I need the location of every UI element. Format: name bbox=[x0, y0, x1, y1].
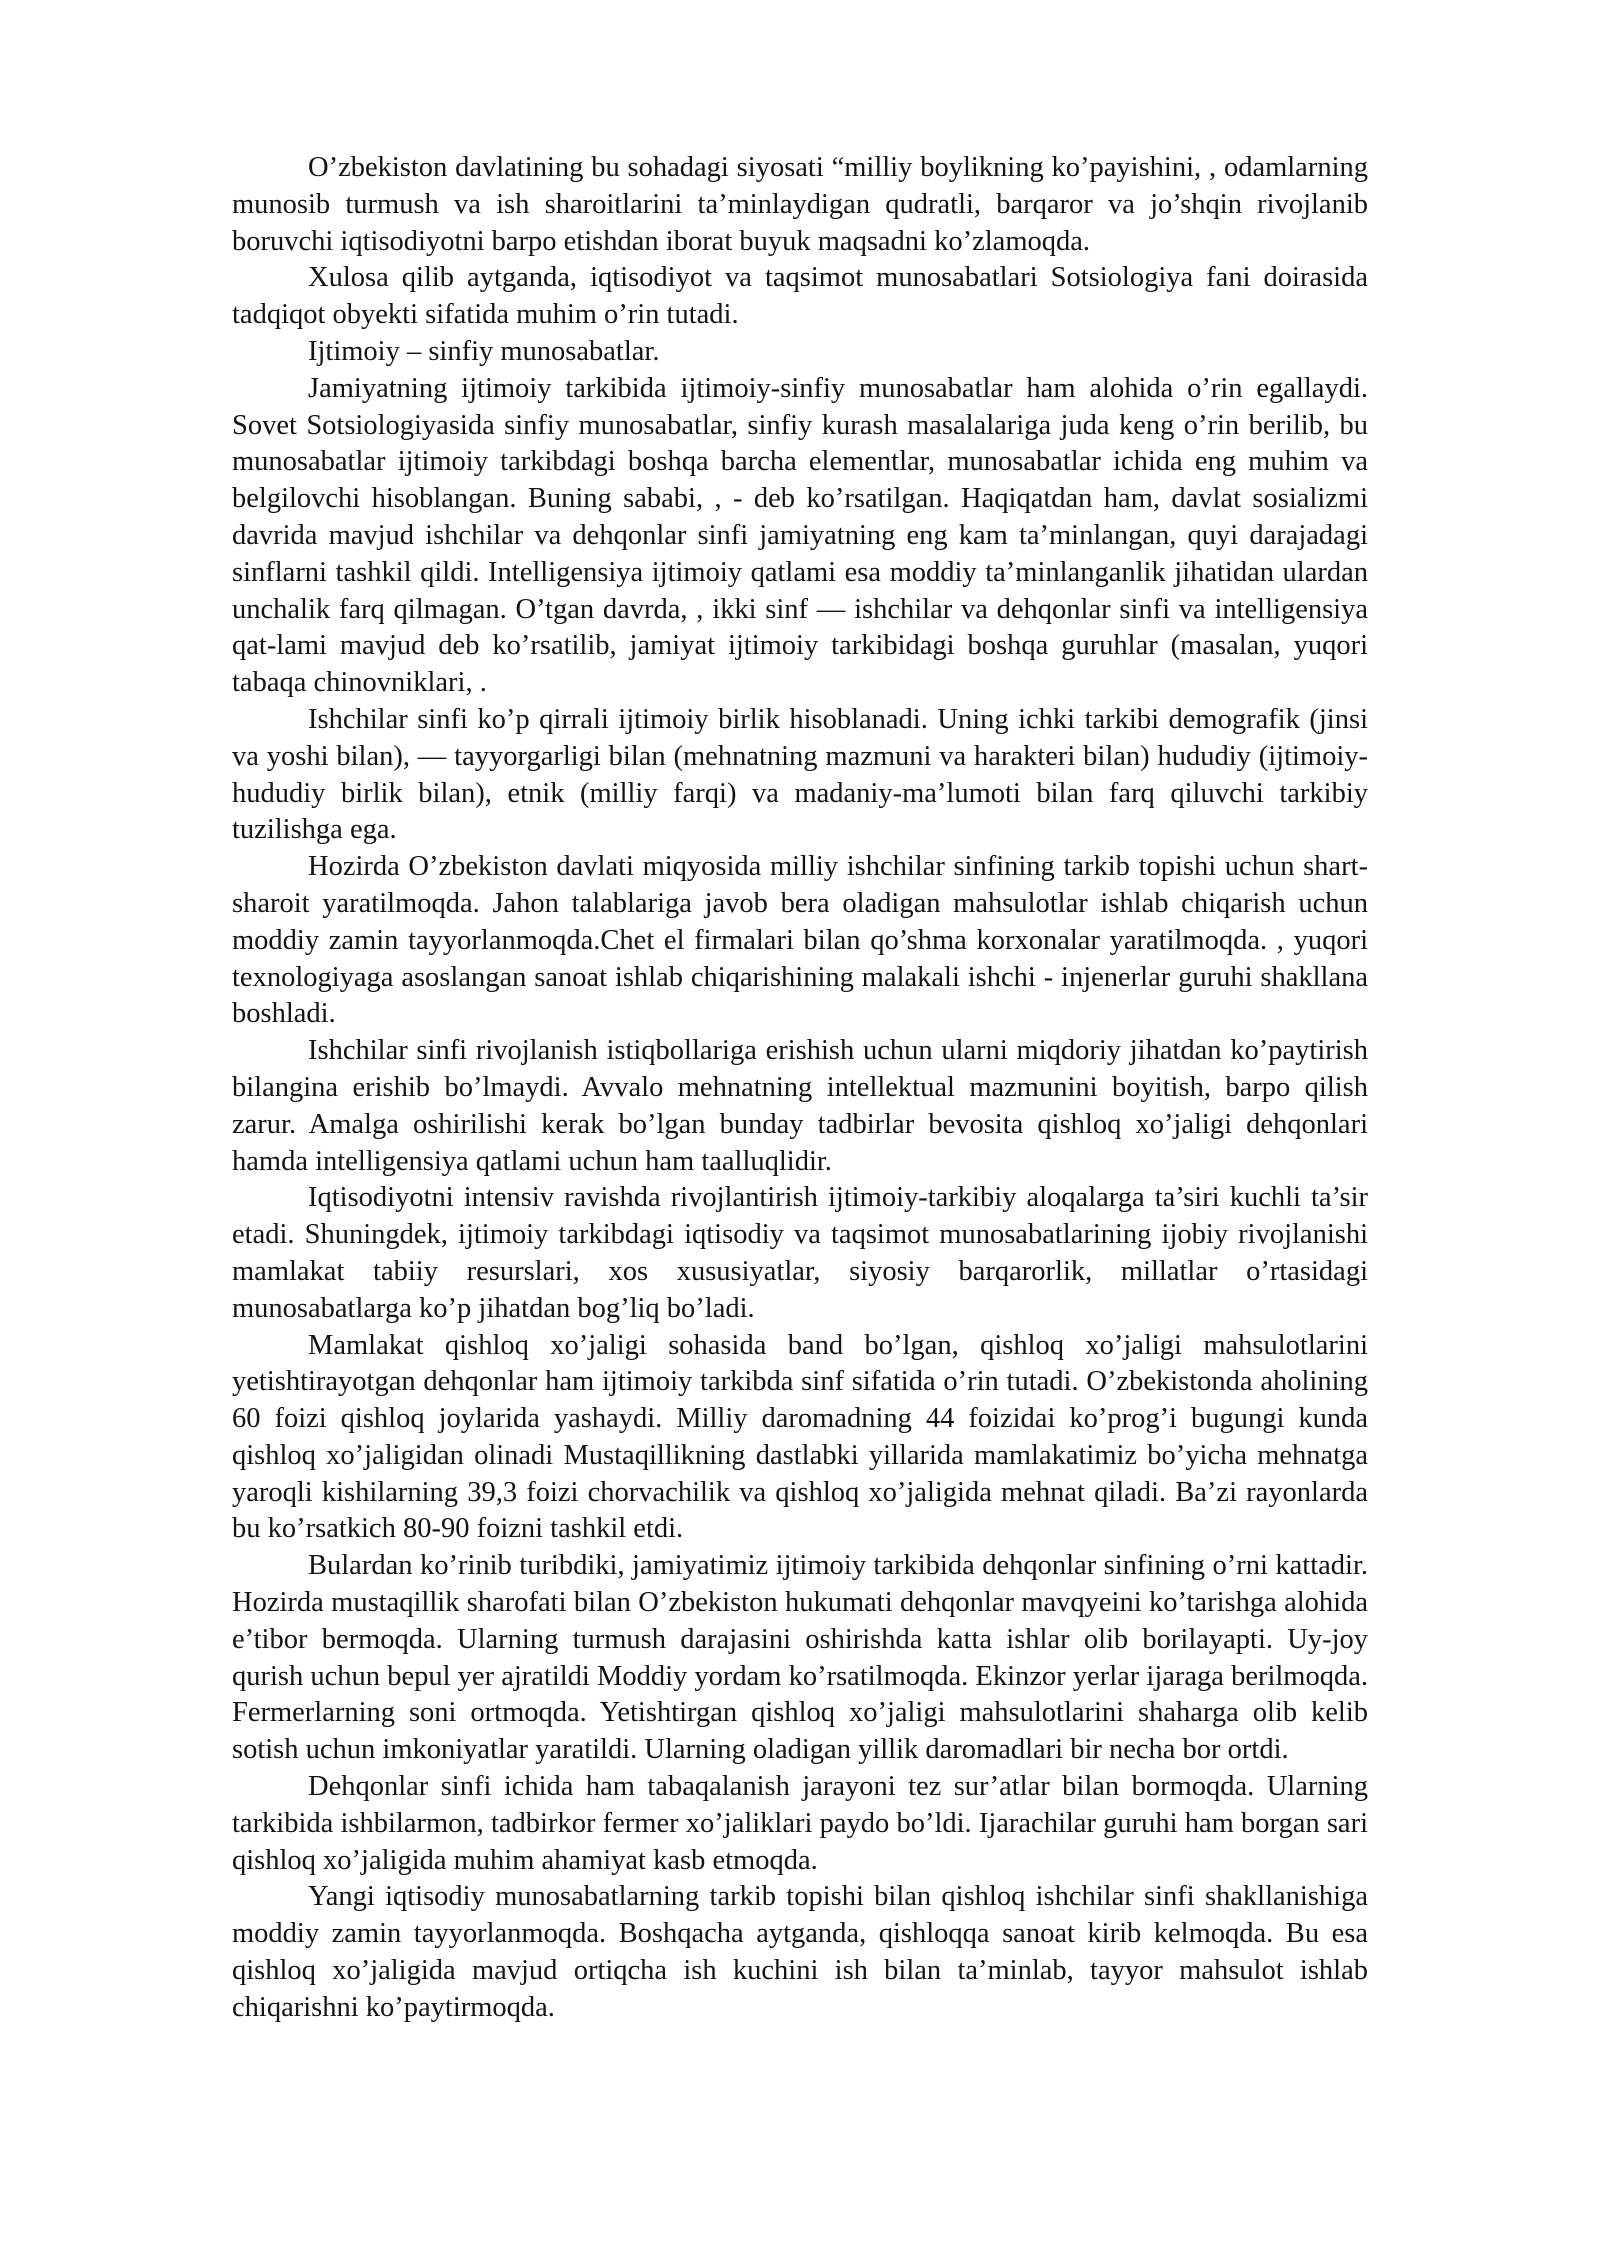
paragraph-farmers-role: Bulardan ko’rinib turibdiki, jamiyatimiz ijtimoiy tarkibida dehqonlar sinfining o’rni kattadir. Hozirda mustaqillik sharofati bilan O’zbekiston hukumati dehqonlar mavqyeini ko’tarishga alohida e’tibor bermoqda. Ularning turmush darajasini oshirishda katta ishlar olib borilayapti. Uy-joy qurish uchun bepul yer ajratildi Moddiy yordam ko’rsatilmoqda. Ekinzor yerlar ijaraga berilmoqda. Fermerlarning soni ortmoqda. Yetishtirgan qishloq xo’jaligi mahsulotlarini shaharga olib kelib sotish uchun imkoniyatlar yaratildi. Ularning oladigan yillik daromadlari bir necha bor ortdi. bbox=[232, 1550, 1368, 1766]
paragraph-agriculture: Mamlakat qishloq xo’jaligi sohasida band bo’lgan, qishloq xo’jaligi mahsulotlarini yetishtirayotgan dehqonlar ham ijtimoiy tarkibda sinf sifatida o’rin tutadi. O’zbekistonda aholining 60 foizi qishloq joylarida yashaydi. Milliy daromadning 44 foizidai ko’prog’i bugungi kunda qishloq xo’jaligidan olinadi Mustaqillikning dastlabki yillarida mamlakatimiz bo’yicha mehnatga yaroqli kishilarning 39,3 foizi chorvachilik va qishloq xo’jaligida mehnat qiladi. Ba’zi rayonlarda bu ko’rsatkich 80-90 foizni tashkil etdi. bbox=[232, 1329, 1368, 1545]
paragraph-workers-class: Ishchilar sinfi ko’p qirrali ijtimoiy birlik hisoblanadi. Uning ichki tarkibi demografik (jinsi va yoshi bilan), — tayyorgarligi bilan (mehnatning mazmuni va harakteri bilan) hududiy (ijtimoiy-hududiy birlik bilan), etnik (milliy farqi) va madaniy-ma’lumoti bilan farq qiluvchi tarkibiy tuzilishga ega. bbox=[232, 703, 1368, 846]
document-page bbox=[232, 150, 1368, 2027]
paragraph-conclusion: Xulosa qilib aytganda, iqtisodiyot va taqsimot munosabatlari Sotsiologiya fani doirasida tadqiqot obyekti sifatida muhim o’rin tutadi. bbox=[232, 262, 1368, 331]
paragraph-rural-workers: Yangi iqtisodiy munosabatlarning tarkib topishi bilan qishloq ishchilar sinfi shakllanishiga moddiy zamin tayyorlanmoqda. Boshqacha aytganda, qishloqqa sanoat kirib kelmoqda. Bu esa qishloq xo’jaligida mavjud ortiqcha ish kuchini ish bilan ta’minlab, tayyor mahsulot ishlab chiqarishni ko’paytirmoqda. bbox=[232, 1881, 1368, 2023]
paragraph-intensive-economy: Iqtisodiyotni intensiv ravishda rivojlantirish ijtimoiy-tarkibiy aloqalarga ta’siri kuchli ta’sir etadi. Shuningdek, ijtimoiy tarkibdagi iqtisodiy va taqsimot munosabatlarining ijobiy rivojlanishi mamlakat tabiiy resurslari, xos xususiyatlar, siyosiy barqarorlik, millatlar o’rtasidagi munosabatlarga ko’p jihatdan bog’liq bo’ladi. bbox=[232, 1182, 1368, 1324]
section-heading-social-class-relations: Ijtimoiy – sinfiy munosabatlar. bbox=[308, 335, 660, 367]
paragraph-social-structure: Jamiyatning ijtimoiy tarkibida ijtimoiy-sinfiy munosabatlar ham alohida o’rin egallaydi. Sovet Sotsiologiyasida sinfiy munosabatlar, sinfiy kurash masalalariga juda keng o’rin berilib, bu munosabatlar ijtimoiy tarkibdagi boshqa barcha elementlar, munosabatlar ichida eng muhim va belgilovchi hisoblangan. Buning sababi, , - deb ko’rsatilgan. Haqiqatdan ham, davlat sosializmi davrida mavjud ishchilar va dehqonlar sinfi jamiyatning eng kam ta’minlangan, quyi darajadagi sinflarni tashkil qildi. Intelligensiya ijtimoiy qatlami esa moddiy ta’minlanganlik jihatidan ulardan unchalik farq qilmagan. O’tgan davrda, , ikki sinf — ishchilar va dehqonlar sinfi va intelligensiya qat-lami mavjud deb ko’rsatilib, jamiyat ijtimoiy tarkibidagi boshqa guruhlar (masalan, yuqori tabaqa chinovniklari, . bbox=[232, 372, 1368, 699]
paragraph-farmers-stratification: Dehqonlar sinfi ichida ham tabaqalanish jarayoni tez sur’atlar bilan bormoqda. Ularning tarkibida ishbilarmon, tadbirkor fermer xo’jaliklari paydo bo’ldi. Ijarachilar guruhi ham borgan sari qishloq xo’jaligida muhim ahamiyat kasb etmoqda. bbox=[232, 1771, 1368, 1876]
paragraph-workers-prospects: Ishchilar sinfi rivojlanish istiqbollariga erishish uchun ularni miqdoriy jihatdan ko’paytirish bilangina erishib bo’lmaydi. Avvalo mehnatning intellektual mazmunini boyitish, barpo qilish zarur. Amalga oshirilishi kerak bo’lgan bunday tadbirlar bevosita qishloq xo’jaligi dehqonlari hamda intelligensiya qatlami uchun ham taalluqlidir. bbox=[232, 1035, 1368, 1177]
paragraph-state-policy: O’zbekiston davlatining bu sohadagi siyosati “milliy boylikning ko’payishini, , odamlarning munosib turmush va ish sharoitlarini ta’minlaydigan qudratli, barqaror va jo’shqin rivojlanib boruvchi iqtisodiyotni barpo etishdan iborat buyuk maqsadni ko’zlamoqda. bbox=[232, 152, 1368, 257]
paragraph-national-workers: Hozirda O’zbekiston davlati miqyosida milliy ishchilar sinfining tarkib topishi uchun shart-sharoit yaratilmoqda. Jahon talablariga javob bera oladigan mahsulotlar ishlab chiqarish uchun moddiy zamin tayyorlanmoqda.Chet el firmalari bilan qo’shma korxonalar yaratilmoqda. , yuqori texnologiyaga asoslangan sanoat ishlab chiqarishining malakali ishchi - injenerlar guruhi shakllana boshladi. bbox=[232, 851, 1368, 1030]
